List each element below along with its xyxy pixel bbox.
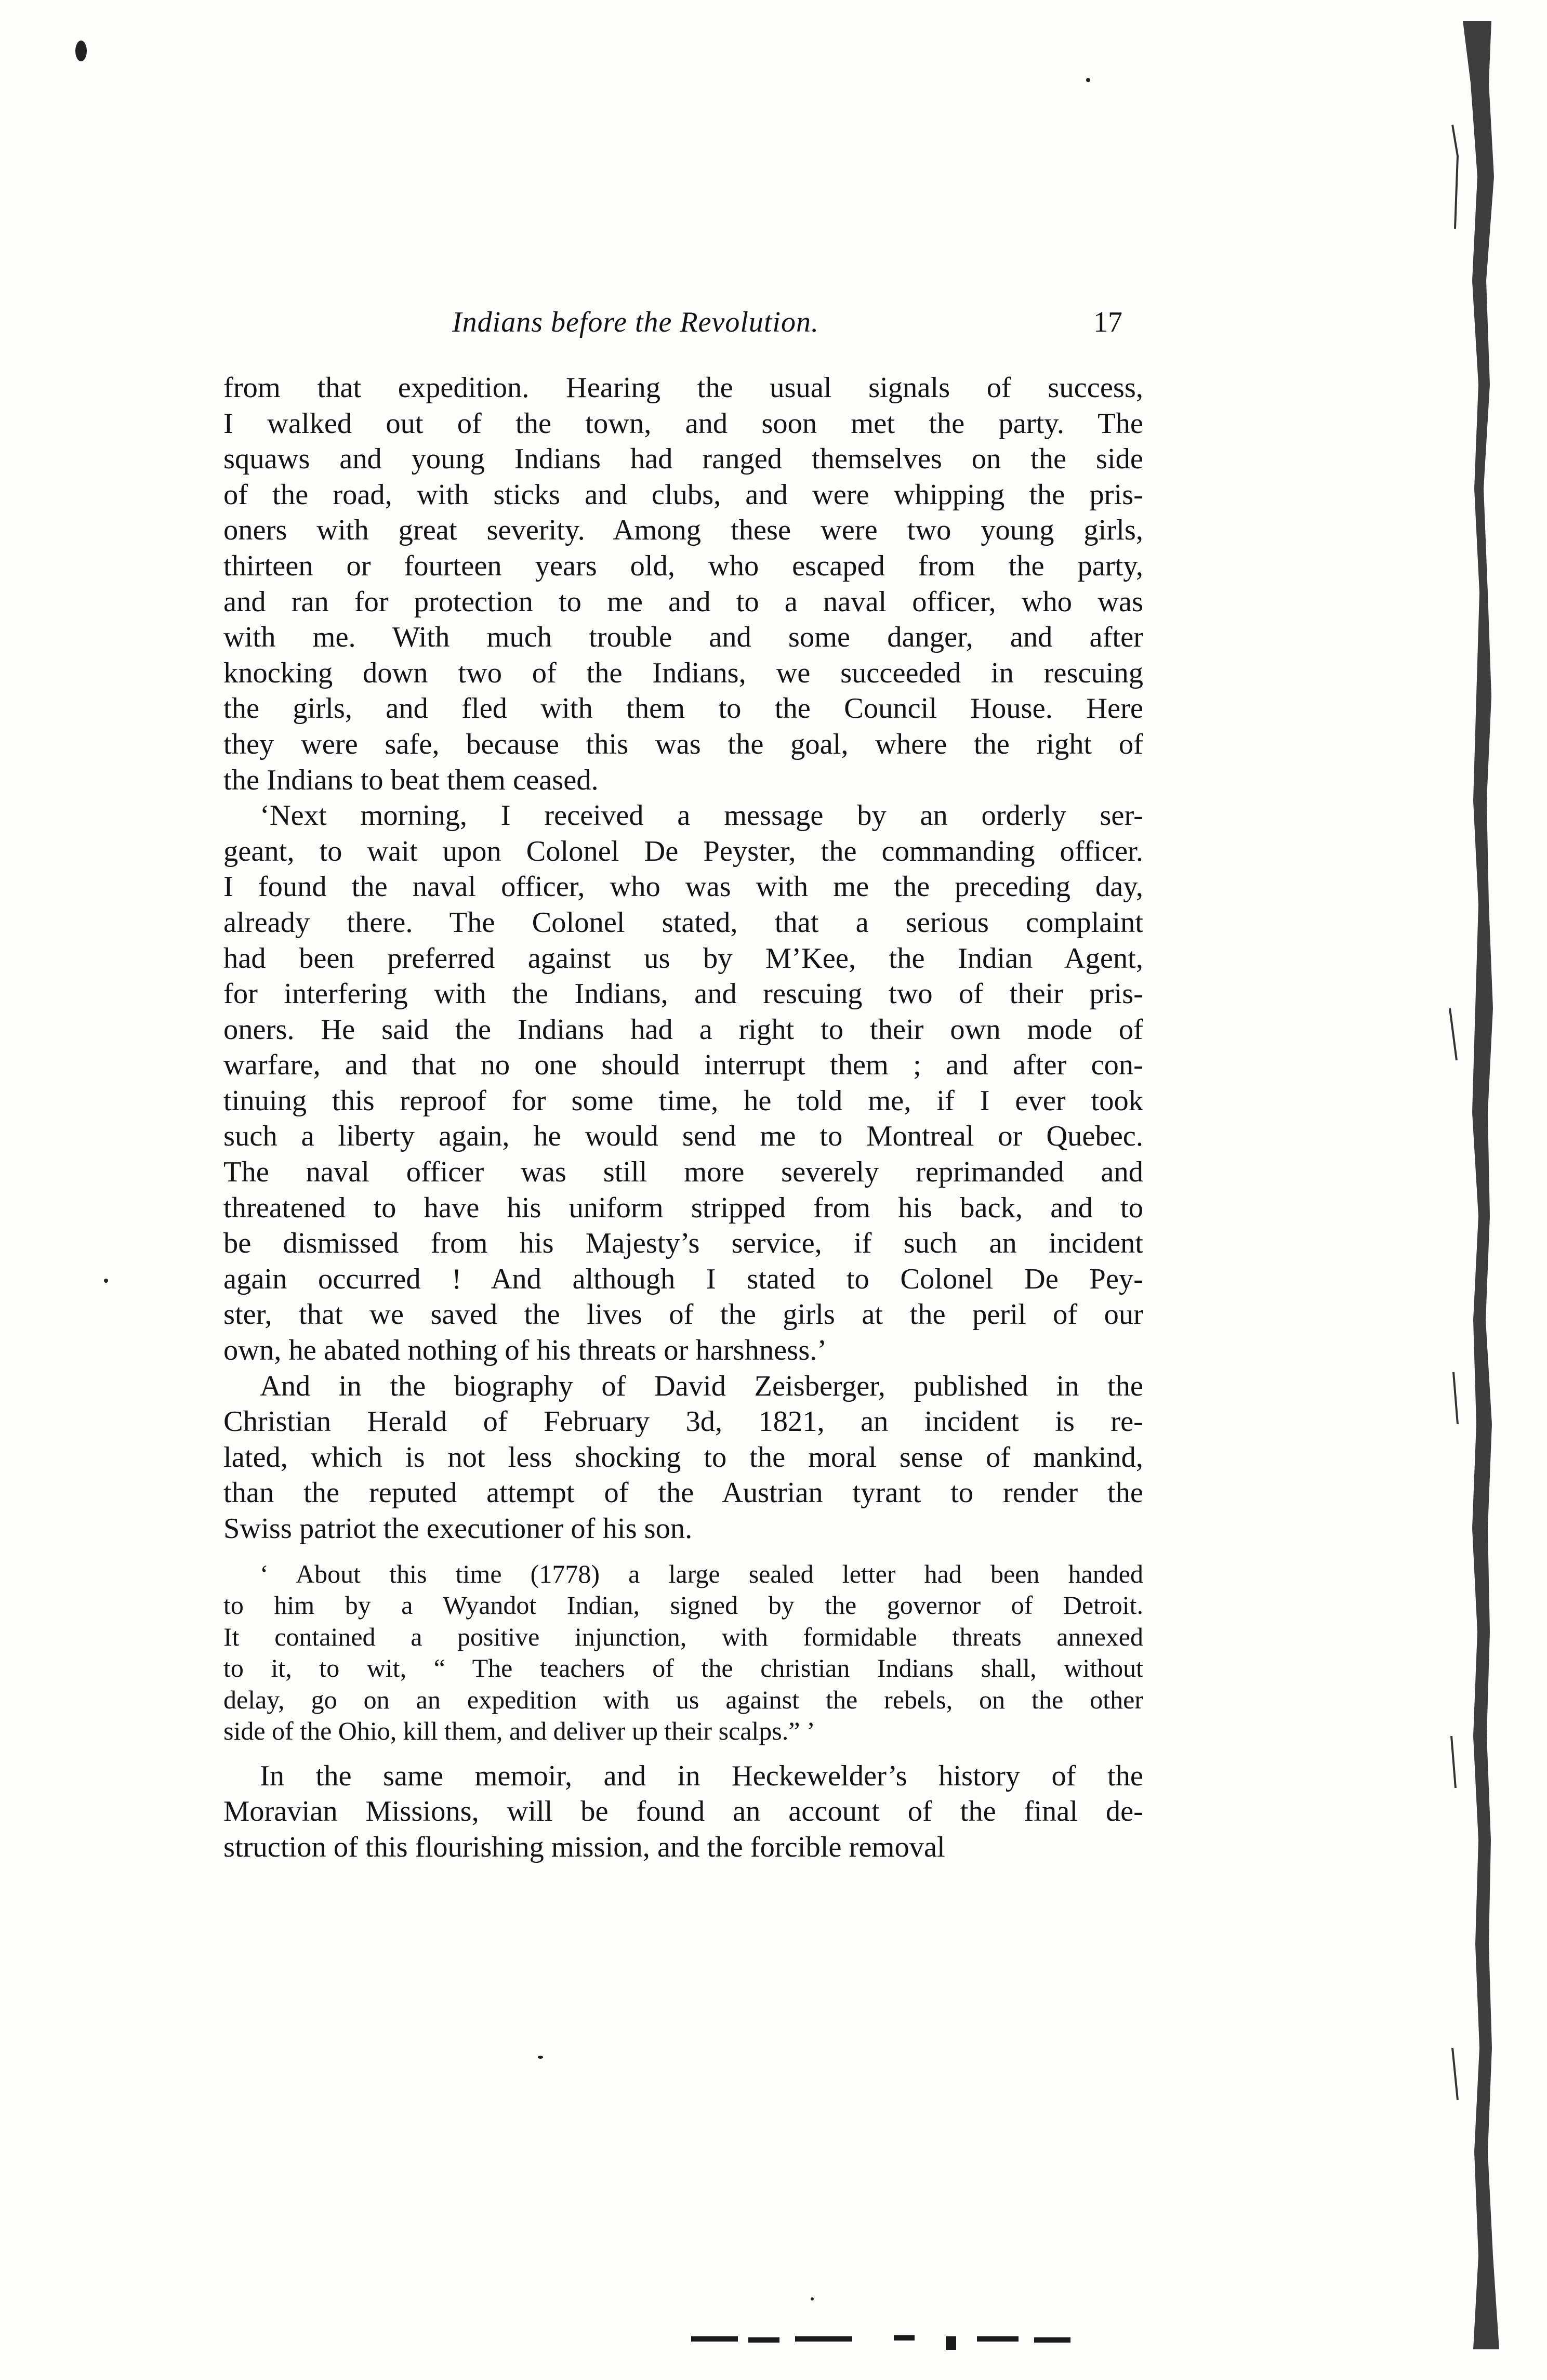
text-line: The naval officer was still more severely reprimanded and <box>223 1156 1143 1189</box>
text-line: oners. He said the Indians had a right to their own mode of <box>223 1013 1143 1046</box>
text-line: had been preferred against us by M’Kee, the Indian Agent, <box>223 942 1143 975</box>
text-line: In the same memoir, and in Heckewelder’s history of the <box>260 1759 1143 1792</box>
ink-speck <box>75 41 87 61</box>
text-line: they were safe, because this was the goal, where the right of <box>223 728 1143 760</box>
text-line: for interfering with the Indians, and rescuing two of their pris- <box>223 978 1143 1010</box>
text-line: than the reputed attempt of the Austrian tyrant to render the <box>223 1477 1143 1509</box>
text-line: already there. The Colonel stated, that a serious complaint <box>223 906 1143 939</box>
text-line: to him by a Wyandot Indian, signed by the governor of Detroit. <box>223 1590 1143 1620</box>
bottom-rule-fragment <box>894 2335 915 2340</box>
quoted-paragraph <box>223 1558 1143 1747</box>
bottom-rule-fragment <box>795 2336 852 2342</box>
text-line: tinuing this reproof for some time, he told me, if I ever took <box>223 1084 1143 1117</box>
paragraph <box>223 798 1143 1369</box>
text-line: and ran for protection to me and to a naval officer, who was <box>223 585 1143 618</box>
text-line: oners with great severity. Among these were two young girls, <box>223 514 1143 547</box>
ink-speck <box>811 2297 814 2300</box>
paragraph-gap <box>223 1747 1143 1758</box>
running-title: Indians before the Revolution. <box>452 306 819 338</box>
text-line: Moravian Missions, will be found an account of the final de- <box>223 1795 1143 1828</box>
text-line: again occurred ! And although I stated to Colonel De Pey- <box>223 1263 1143 1295</box>
text-line: lated, which is not less shocking to the moral sense of mankind, <box>223 1441 1143 1474</box>
text-line: ‘Next morning, I received a message by an orderly ser- <box>260 799 1143 832</box>
text-line: of the road, with sticks and clubs, and were whipping the pris- <box>223 478 1143 511</box>
text-line: I walked out of the town, and soon met the party. The <box>223 407 1143 440</box>
paragraph <box>223 1369 1143 1547</box>
bottom-rule-fragment <box>977 2336 1019 2342</box>
bottom-rule-fragment <box>691 2336 738 2342</box>
text-line: geant, to wait upon Colonel De Peyster, the commanding officer. <box>223 835 1143 867</box>
paragraph <box>223 1758 1143 1865</box>
body-text <box>223 370 1143 1865</box>
bottom-rule-fragment <box>946 2336 956 2350</box>
text-line: And in the biography of David Zeisberger, published in the <box>260 1370 1143 1402</box>
bottom-rule-fragment <box>748 2337 779 2343</box>
ink-speck <box>1086 78 1090 82</box>
paragraph <box>223 370 1143 798</box>
text-line: warfare, and that no one should interrupt them ; and after con- <box>223 1049 1143 1082</box>
text-line: with me. With much trouble and some danger, and after <box>223 621 1143 654</box>
paragraph-gap <box>223 1547 1143 1558</box>
text-line: I found the naval officer, who was with me the preceding day, <box>223 871 1143 903</box>
text-line: be dismissed from his Majesty’s service, if such an incident <box>223 1227 1143 1260</box>
text-line: It contained a positive injunction, with formidable threats annexed <box>223 1622 1143 1651</box>
text-line: Christian Herald of February 3d, 1821, an incident is re- <box>223 1405 1143 1438</box>
text-line: side of the Ohio, kill them, and deliver up their scalps.” ’ <box>223 1716 815 1746</box>
text-line: such a liberty again, he would send me to Montreal or Quebec. <box>223 1120 1143 1153</box>
page-number: 17 <box>1093 306 1122 338</box>
text-line: from that expedition. Hearing the usual signals of success, <box>223 372 1143 404</box>
bottom-rule-fragment <box>1034 2337 1070 2343</box>
text-line: thirteen or fourteen years old, who escaped from the party, <box>223 549 1143 582</box>
ink-speck <box>538 2056 543 2059</box>
text-line: own, he abated nothing of his threats or harshness.’ <box>223 1334 827 1367</box>
text-line: the Indians to beat them ceased. <box>223 764 599 796</box>
text-line: squaws and young Indians had ranged themselves on the side <box>223 443 1143 476</box>
text-line: struction of this flourishing mission, and the forcible removal <box>223 1831 945 1863</box>
text-line: to it, to wit, “ The teachers of the christian Indians shall, without <box>223 1653 1143 1683</box>
text-line: delay, go on an expedition with us against the rebels, on the other <box>223 1685 1143 1714</box>
running-header <box>229 306 1128 342</box>
ink-speck <box>104 1279 108 1283</box>
text-line: the girls, and fled with them to the Council House. Here <box>223 692 1143 725</box>
text-line: Swiss patriot the executioner of his son. <box>223 1513 693 1545</box>
text-line: threatened to have his uniform stripped from his back, and to <box>223 1191 1143 1224</box>
text-line: knocking down two of the Indians, we succeeded in rescuing <box>223 656 1143 689</box>
text-line: ‘ About this time (1778) a large sealed letter had been handed <box>260 1559 1143 1588</box>
binding-edge-shadow <box>1442 21 1504 2349</box>
text-line: ster, that we saved the lives of the girls at the peril of our <box>223 1298 1143 1331</box>
